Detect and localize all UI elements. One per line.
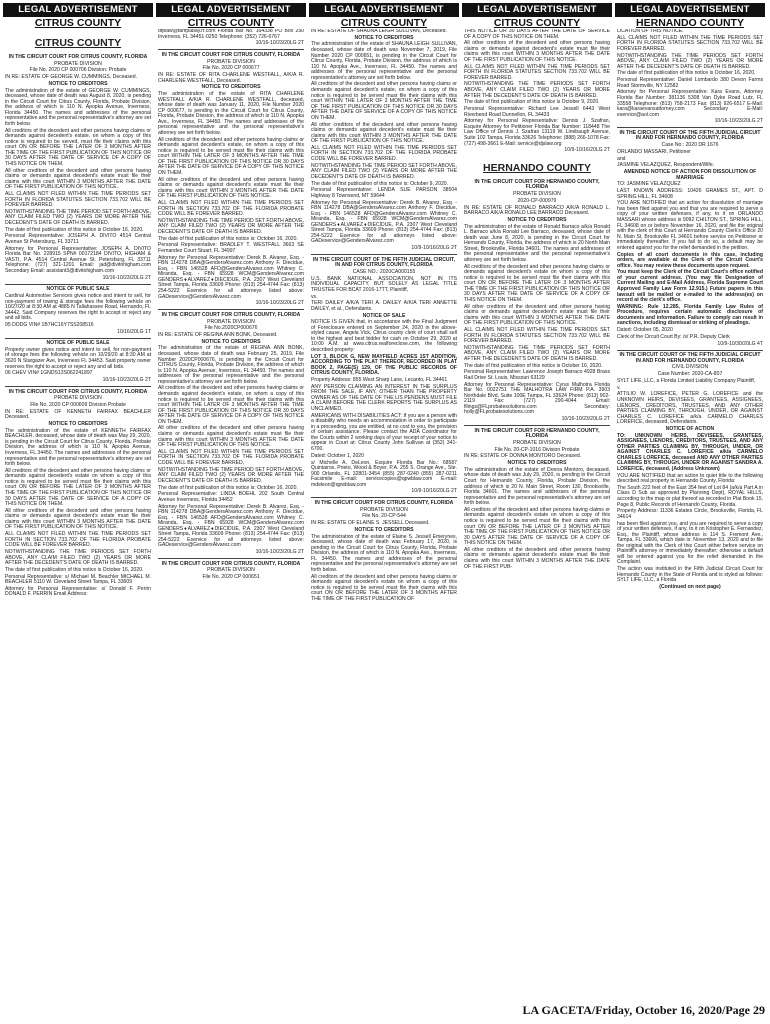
county-subheading: CITRUS COUNTY	[34, 37, 122, 49]
notice-title: AMENDED NOTICE OF ACTION FOR DISSOLUTION OF MARRIAGE	[623, 169, 757, 181]
notice-paragraph: ANY PERSON CLAIMING AN INTEREST IN THE SURPLUS FROM THE SALE, IF ANY, OTHER THAN THE PROPERTY OWNER AS OF THE DATE OF THE LIS PENDENS MUST FILE A CLAIM BEFORE THE CLERK REPORTS THE SURPLUS AS UNCLAIMED.	[311, 383, 457, 413]
continued-note: (Continued on next page)	[659, 583, 721, 590]
personal-representative: Personal Representative: JOSEPH A. DIVITO 4514 Central Avenue St Petersburg, FL 33711	[5, 233, 151, 246]
notice-paragraph: The date of first publication of this notice is October 9, 2020.	[464, 99, 600, 106]
court-heading: IN THE CIRCUIT COURT OF THE FIFTH JUDICIAL CIRCUIT IN AND FOR HERNANDO COUNTY, FLORIDA	[619, 129, 761, 142]
column-body	[462, 29, 612, 993]
attorney-info: Attorney for Personal Representative: Kara Evans, Attorney Florida Bar Number: 381136 5308 Van Dyke Road Lutz, FL 33558 Telephone: (813) 758-2173 Fax: (813) 926-6517 E-Mail: kara@karaevansattorney.com Secondary E-Mail: eservice@aol.com	[617, 89, 763, 118]
attorney-info: Attorney for Personal Representative: s/ Donald F. Perrin DONALD F. PERRIN Email Address:	[5, 585, 151, 598]
legal-ad-header: LEGAL ADVERTISEMENT	[309, 3, 459, 17]
notice-paragraph: ALL CLAIMS NOT FILED WITHIN THE TIME PERIODS SET FORTH IN FLORIDA STATUTES SECTION 733.702 WILL BE FOREVER BARRED.	[464, 63, 610, 81]
file-number: File No.2020CP000676	[204, 325, 258, 332]
divider	[158, 558, 304, 559]
notice-paragraph: ALL CLAIMS NOT FILED WITHIN THE TIME PERIODS SET FORTH IN SECTION 733.702 OF THE FLORIDA PROBATE CODE WILL BE FOREVER BARRED.	[158, 200, 304, 218]
notice-title: NOTICE TO CREDITORS	[48, 80, 108, 87]
notice-paragraph: Cardinal Automotive Services gives notice and intent to sell, for non-payment of towing & storage fees the following vehicle on 10/27/20 at 8:30 AM at 4885 N Tallahassee Road, Hernando, FL 34442. Said Company reserves the right to accept or reject any and all bids.	[5, 292, 151, 322]
case-number: Case No.: 2020 DR 1676	[661, 142, 719, 149]
legal-description: The South 222 feet of the East 354 feet of Lot 84 (a/k/a Part A in Class D Sub as approved by Planning Dept), ROYAL HILLS, according to the map or plat thereof as recorded in Plat Book 15, Page 8, Public Records of Hernando County, Florida.	[617, 484, 763, 508]
notice-paragraph: NOTWITHSTANDING THE TIME PERIODS SET FORTH ABOVE, ANY CLAIM FILED TWO (2) YEARS OR MORE AFTER THE DECEDENT'S DATE OF DEATH IS BARRED.	[464, 344, 610, 362]
addressee: TO: JASMINE VELAZQUEZ	[617, 181, 681, 188]
notice-paragraph: All other creditors of the decedent and other persons having claims or demands against decedent's estate must file their claims with this court WITHIN 3 MONTHS AFTER THE DATE OF THE FIRST PUB-	[464, 546, 610, 570]
estate-of: IN RE: ESTATE OF RONALD BARRACO A/K/A RONALD L. BARRACO A/K/A RONALD LEE BARRACO Deceased.	[464, 204, 610, 217]
notice-paragraph: All other creditors of the decedent and other persons having claims or demands against decedent's estate must file their claims with this court WITHIN 3 MONTHS AFTER THE DATE OF THE FIRST PUBLICATION OF THIS NOTICE.	[158, 425, 304, 449]
court-heading: IN THE CIRCUIT COURT FOR CITRUS COUNTY, FLORIDA	[8, 388, 148, 395]
court-heading: IN THE CIRCUIT COURT FOR CITRUS COUNTY, FLORIDA	[161, 311, 301, 318]
notice-title: NOTICE OF PUBLIC SALE	[46, 286, 110, 293]
attorney-info: Attorney for Personal Representative: Derek B. Alvarez, Esq. - FBN 114278 DBA@GendersAlvarez.com Anthony F. Diecidue, Esq. - FBN 146528 AFD@GendersAlvarez.com Whitney C. Miranda, Esq. - FBN 65928 WCM@GendersAlvarez.com GENDERS♦ALVAREZ♦DIECIDUE, P.A. 2307 West Cleveland Street Tampa, Florida 33609 Phone: (813) 254-4744 Fax: (813) 254-5222 Eservice for all attorneys listed above: GADeservice@GendersAlvarez.com	[311, 199, 457, 245]
run-dates: 10/9-10/16/20LG 2T	[411, 488, 457, 495]
notice-paragraph: All creditors of the decedent and other persons having claims or demands against decedent's estate, on whom a copy of this notice is required to be served must file their claims with this court WITHIN THE LATER OF 3 MONTHS AFTER THE TIME OF THE FIRST PUBLICATION OF THIS NOTICE OR 30 DAYS AFTER THE DATE OF SERVICE OF A COPY OF THIS NOTICE ON THEM.	[158, 136, 304, 176]
column-1	[3, 3, 153, 993]
notice-paragraph: NOTWITHSTANDING THE TIME PERIOD SET FORTH ABOVE, ANY CLAIM FILED TWO (2) YEARS OR MORE AFTER THE DECEDENT'S DATE OF DEATH IS BARRED.	[158, 217, 304, 235]
notice-paragraph: All creditors of the decedent and other persons having claims or demands against decedent's estate, on whom a copy of this notice is required to be served must file their claims with this court WITHIN THE LATER OF 3 MONTHS AFTER THE TIME OF THE FIRST PUBLICATION OF THIS NOTICE OR 30 DAYS AFTER THE DATE OF SERVICE OF A COPY OF THIS NOTICE ON THEM.	[311, 81, 457, 121]
notice-paragraph: All other creditors of the decedent and other persons having claims or demands against decedent's estate must file their claims with this court WITHIN 3 MONTHS AFTER THE DATE OF THE FIRST PUBLICATION OF THIS NOTICE.	[5, 507, 151, 531]
property-address: Property Address: 11336 Estates Circle, Brooksville, Florida, FL 34614	[617, 508, 763, 520]
run-dates: 10/16-10/23/20LG 2T	[102, 377, 151, 383]
notice-paragraph: YOU ARE NOTIFIED that an action for dissolution of marriage has been filed against you and that you are required to serve a copy of your written defenses, if any, to it on ORLANDO MASSARI whose address is 9092 CHILTON ST., SPRING HILL, FL 34608 on or before November 16, 2020, and file the original with the clerk of this Court at Hernando County Clerk's Office 20 N. Main St. Brooksville FL 34601 before service on Petitioner or immediately thereafter. If you fail to do so, a default may be entered against you for the relief demanded in the petition.	[617, 200, 763, 251]
notice-paragraph: ALL CLAIMS NOT FILED WITHIN THE TIME PERIODS SET FORTH IN SECTION 733.702 OF THE FLORIDA PROBATE CODE WILL BE FOREVER BARRED.	[5, 531, 151, 549]
notice-paragraph: All other creditors of the decedent and other persons having claims or demands against decedent's estate must file their claims with this court WITHIN 3 MONTHS AFTER THE DATE OF THE FIRST PUBLICATION OF THIS NOTICE.	[5, 167, 151, 191]
personal-representative: Personal Representative: LINDA BOEHL 202 South Central Avenue Inverness, Florida 34452	[158, 491, 304, 503]
column-body	[156, 29, 306, 993]
divider	[617, 127, 763, 128]
column-body	[3, 29, 153, 993]
legal-ad-header: LEGAL ADVERTISEMENT	[615, 3, 765, 17]
page-footer: LA GACETA/Friday, October 16, 2020/Page 29	[522, 1003, 765, 1017]
notice-paragraph: ALL CLAIMS NOT FILED WITHIN THE TIME PERIODS SET FORTH IN FLORIDA STATUTES SECTION 733.702 WILL BE FOREVER BARRED.	[617, 34, 763, 52]
defendants: TERI DAILEY A/K/A TERI A. DAILEY A/K/A TERI ANNETTE DAILEY, et al., Defendants.	[311, 300, 457, 312]
notice-title: NOTICE OF SALE	[362, 312, 406, 319]
divider	[158, 49, 304, 50]
court-heading: IN THE CIRCUIT COURT FOR CITRUS COUNTY, FLORIDA	[161, 560, 301, 567]
attorney-info: Attorney for Personal Representative: JOSEPH A. DIVITO Florida Bar No. 228915 SPN# 00172184 DIVITO, HIGHAM & VASTI, P.A. 4514 Central Avenue St. Petersburg, FL 33711 Telephone: (727) 321-1201 Email: jad@divitohigham.com Secondary Email: assistant3@divitohigham.com	[5, 245, 151, 274]
division: PROBATE DIVISION	[54, 60, 102, 67]
respondent: JASMINE VELAZQUEZ, Respondent/Wife.	[617, 162, 715, 169]
vehicle-vin: 95 DODG VIN# 1B7HC16Y7SS208516	[5, 321, 94, 328]
column-body	[309, 29, 459, 993]
notice-paragraph: AMERICANS WITH DISABILITIES ACT: If you are a person with a disability who needs an accommodation in order to participate in a proceeding, you are entitled, at no cost to you, the provision of certain assistance. Please contact the ADA Coordinator for the Courts within 2 working days of your receipt of your notice to appear in Court at: Citrus County John Sullivan at (352) 341-6700.	[311, 412, 457, 453]
notice-paragraph: All creditors of the decedent and other persons having claims or demands against decedent's estate on whom a copy of this notice is required to be served must file their claims with this court ON OR BEFORE THE LATER OF 3 MONTHS AFTER THE TIME OF THE FIRST PUBLICATION OF	[311, 573, 457, 602]
notice-paragraph: ALL CLAIMS NOT FILED WITHIN THE TIME PERIODS SET FORTH IN FLORIDA STATUTES SECTION 733.702 WILL BE FOREVER BARRED.	[5, 191, 151, 209]
addressee: TO: UNKNOWN HEIRS, DEVISEES, GRANTEES, ASSIGNEES, LIENORS, CREDITORS, TRUSTEES, AND ANY OTHER PARTIES CLAIMING BY, THROUGH, UNDER, OR AGAINST CHARLES C. LOREFICE a/k/a CARMELO CHARLES LOREFICE, deceased AND ANY OTHER PARTIES CLAIMING BY, THROUGH, UNDER OR AGAINST SANDRA A. LOREFICE, deceased, (Address Unknown)	[617, 432, 763, 472]
run-dates: 10/16-10/23/20LG 2T	[255, 40, 304, 47]
notice-paragraph: The administration of the estate of SHAUNA LEIGH SULLIVAN, deceased, whose date of death was November 7, 2019, File Number 2020 CP 000651, is pending in the Circuit Court for Citrus County, Florida, Probate Division, the address of which is 110 N. Apopka Ave., Inverness, FL 34450. The names and addresses of the personal representative and the personal representative's attorney are set forth below.	[311, 41, 457, 81]
division: CIVIL DIVISION	[671, 364, 709, 371]
vehicle-vin: 06 CHEV VIN# 1GNDS13S062241897	[5, 370, 93, 377]
court-heading: IN THE CIRCUIT COURT FOR CITRUS COUNTY, FLORIDA	[161, 51, 301, 58]
county-heading: CITRUS COUNTY	[340, 17, 428, 29]
case-number: Case Number: 2020-CA-807	[657, 371, 723, 378]
notice-paragraph: All creditors of the decedent and other persons having claims or demands against decedent's estate, on whom a copy of this notice is required to be served, must file their claims with this court ON OR BEFORE THE LATER OF 3 MONTHS AFTER THE TIME OF THE FIRST PUBLICATION OF THIS NOTICE OR 30 DAYS AFTER THE DATE OF SERVICE OF A COPY OF THIS NOTICE ON THEM.	[5, 127, 151, 167]
column-4	[462, 3, 612, 993]
notice-paragraph: ALL CLAIMS NOT FILED WITHIN THE TIME PERIODS SET FORTH IN FLORIDA STATUTES SECTION 733.702 WILL BE FOREVER BARRED.	[464, 326, 610, 345]
notice-title: NOTICE OF ACTION	[665, 425, 715, 432]
notice-paragraph: The date of first publication of this notice is: October 9, 2020.	[311, 180, 449, 187]
notice-paragraph: NOTWITHSTANDING THE TIME PERIODS SET FORTH ABOVE, ANY CLAIM FILED TWO (2) YEARS OR MORE AFTER THE DECEDENT'S DATE OF DEATH IS BARRED.	[5, 549, 151, 567]
divider	[5, 284, 151, 285]
personal-representative: Personal Representative: Richard Lee Jessell 6443 West Riverbend Road Dunnellon, FL 34433	[464, 106, 610, 118]
case-number: CASE NO.: 2020CA000155	[352, 268, 416, 275]
legal-ad-header: LEGAL ADVERTISEMENT	[3, 3, 153, 17]
county-heading: CITRUS COUNTY	[187, 17, 275, 29]
attorney-info: dfplaw@tampabay.rr.com Florida Bar No. 164338 PO Box 250 Inverness, FL 34451-0250 Telephone: (352) 726-6767	[158, 29, 304, 40]
estate-of: IN RE: ESTATE OF KENNETH FAIRFAX BEACHLER Deceased.	[5, 408, 151, 421]
dated: Dated: October 05, 2020	[617, 327, 673, 334]
notice-title: NOTICE OF PUBLIC SALE	[46, 340, 110, 347]
notice-paragraph: The date of first publication of this notice is October 16, 2020.	[5, 566, 144, 573]
column-5	[615, 3, 765, 993]
personal-representative: Personal Representative: s/ Michael M. Beachler MICHAEL M. BEACHLER 5110 W. Cleveland Street Tampa, FL 33609	[5, 573, 151, 586]
notice-paragraph: The date of first publication of this notice is: October 16, 2020.	[158, 235, 298, 242]
notice-paragraph: The administration of the estate of REGINA ANN BONK, deceased, whose date of death was February 25, 2019, File Number 2020CP000676, is pending in the Circuit Court for CITRUS County, Florida, Probate Division, the address of which is 110 N. Apopka Avenue, Inverness, FL 34450. The names and addresses of the personal representative and the personal representative's attorney are set forth below.	[158, 345, 304, 385]
notice-paragraph: NOTICE IS GIVEN that, in accordance with the Final Judgment of Foreclosure entered on September 24, 2020 in the above-styled cause, Angela Vick, Citrus county clerk of court shall sell to the highest and best bidder for cash on October 29, 2020 at 10:00 A.M. at www.citrus.realforeclose.com, the following described property:	[311, 319, 457, 353]
divider	[311, 254, 457, 255]
attorney-info: Attorney for Personal Representative: Derek B. Alvarez, Esq. - FBN 114278 DBA@GendersAlvarez.com Anthony F. Diecidue, Esq. - FBN 146528 AFD@GendersAlvarez.com Whitney C. Miranda, Esq. - FBN 65928 WCM@GendersAlvarez.com GENDERS♦ALVAREZ♦DIECIDUE, P.A. 2307 West Cleveland Street Tampa, Florida 33609 Phone: (813) 254-4744 Fax: (813) 254-5222 Eservice for all attorneys listed above: GADeservice@GendersAlvarez.com	[158, 254, 304, 300]
division: PROBATE DIVISION	[207, 567, 255, 574]
notice-paragraph: NOTWITHSTANDING THE TIME PERIOD SET FORTH ABOVE, ANY CLAIM FILED TWO (2) YEARS OR MORE AFTER THE DECEDENT'S DATE OF DEATH IS BARRED.	[311, 162, 457, 180]
divider	[311, 497, 457, 498]
run-dates: 10/9-10/16/20LG 2T	[564, 147, 610, 154]
file-number: File No. 2020 CP 000609 Division Probate	[30, 402, 126, 409]
warning-paragraph: WARNING: Rule 12.285, Florida Family Law Rules of Procedure, requires certain automatic disclosure of documents and information. Failure to comply can result in sanctions, including dismissal or striking of pleadings.	[617, 303, 763, 327]
notice-paragraph: NOTWITHSTANDING THE TIME PERIODS SET FORTH ABOVE, ANY CLAIM FILED TWO (2) YEARS OR MORE AFTER THE DECEDENT'S DATE OF DEATH IS BARRED.	[464, 81, 610, 99]
personal-representative: Personal Representative: LENDA SUE PARSON 38504 Highway 8 Townsend, MT 59644	[311, 187, 457, 199]
file-number: 2020-CP-000979	[517, 197, 557, 204]
run-dates: 10/16/20LG 1T	[117, 328, 151, 335]
notice-paragraph: NOTWITHSTANDING THE TIME PERIOD SET FORTH ABOVE, ANY CLAIM FILED TWO (2) YEARS OR MORE AFTER THE DECEDENT'S DATE OF DEATH IS BARRED.	[158, 466, 304, 484]
file-number: File No. 20-CP-1016 Division Probate	[494, 446, 580, 453]
file-number: File No. 20-CP-544	[362, 513, 406, 520]
notice-paragraph: All creditors of the decedent and other persons having claims or demands against decedent's estate, on whom a copy of this notice is required to be served must file their claims with this court WITHIN THE LATER OF 3 MONTHS AFTER THE TIME OF THE FIRST PUBLICATION OF THIS NOTICE OR 30 DAYS AFTER THE DATE OF SERVICE OF A COPY OF THIS NOTICE ON THEM.	[158, 385, 304, 425]
notice-paragraph: NOTWITHSTANDING THE TIME PERIOD SET FORTH ABOVE, ANY CLAIM FILED TWO (2) YEARS OR MORE AFTER THE DECEDENT'S DATE OF DEATH IS BARRED.	[5, 208, 151, 226]
and: and	[617, 155, 626, 162]
notice-title: NOTICE TO CREDITORS	[48, 421, 108, 428]
legal-ad-header: LEGAL ADVERTISEMENT	[462, 3, 612, 17]
legal-ad-header: LEGAL ADVERTISEMENT	[156, 3, 306, 17]
run-dates: 10/16-10/23/20LG 2T	[255, 549, 304, 556]
notice-title: NOTICE TO CREDITORS	[201, 338, 261, 345]
run-dates: 10/9-10/30/20LG 4T	[717, 340, 763, 347]
division: PROBATE DIVISION	[54, 395, 102, 402]
notice-paragraph: All creditors of the decedent and other persons having claims or demands against decedent's estate on whom a copy of this notice is required to be served must file their claims with this court ON OR BEFORE THE LATER OF 3 MONTHS AFTER THE TIME OF THE FIRST PUBLICATION OF THIS NOTICE OR 30 DAYS AFTER THE DATE OF SERVICE OF A COPY OF THIS NOTICE ON THEM.	[5, 467, 151, 508]
file-number: File No. 2020 CP 000677	[202, 65, 260, 72]
clerk-signature: Clerk of the Circuit Court By: /s/ P.R. Deputy Clerk	[617, 333, 730, 340]
estate-of: IN RE: ESTATE OF RITA CHARLENE WESTFALL, A/K/A R. CHARLENE WESTFALL, Deceased.	[158, 72, 304, 84]
division: PROBATE DIVISION	[207, 58, 255, 65]
run-dates: 10/16-10/23/20LG 2T	[102, 274, 151, 281]
notice-paragraph: You must keep the Clerk of the Circuit Court's office notified of your current address. (You may file Designation of Current Mailing and E-Mail Address, Florida Supreme Court Approved Family Law Form 12.915.) Future papers in this lawsuit will be mailed or e-mailed to the address(es) on record at the clerk's office.	[617, 269, 763, 304]
notice-paragraph: Property owner gives notice and intent to sell, for non-payment of storage fees the following vehicle on 10/29/20 at 8:30 AM at 3620 N Stargazer Ave, Inverness FL 34453. Said property owner reserves the right to accept or reject any and all bids.	[5, 346, 151, 370]
notice-paragraph: All other creditors of the decedent and other persons having claims or demands against decedent's estate must file their claims with this court WITHIN 3 MONTHS AFTER THE DATE OF THE FIRST PUBLICATION OF THIS NOTICE.	[158, 176, 304, 200]
notice-paragraph: All other creditors of the decedent and other persons having claims or demands against decedent's estate must file their claims with this court WITHIN 3 MONTHS AFTER THE DATE OF THE FIRST PUBLICATION OF THIS NOTICE.	[311, 121, 457, 145]
notice-title: NOTICE TO CREDITORS	[354, 34, 414, 41]
plaintiff: U.S. BANK NATIONAL ASSOCIATION, NOT IN ITS INDIVIDUAL CAPACITY, BUT SOLELY AS LEGAL TITLE TRUSTEE FOR BCAT 2016-17TT, Plaintiff,	[311, 275, 457, 293]
dated: Dated: October 1, 2020	[311, 452, 364, 459]
estate-of: IN RE: ESTATE OF GEORGE W. CUMMINGS, Deceased.	[5, 74, 137, 81]
run-dates: 10/16-10/23/20LG 2T	[714, 118, 763, 125]
court-heading: IN THE CIRCUIT COURT OF THE FIFTH JUDICIAL CIRCUIT IN AND FOR HERNANDO COUNTY, FLORIDA	[619, 352, 761, 364]
division: PROBATE DIVISION	[513, 191, 561, 198]
notice-paragraph: Copies of all court documents in this case, including orders, are available at the Clerk of the Circuit Court's office. You may review these documents upon request.	[617, 251, 763, 269]
court-heading: IN THE CIRCUIT COURT FOR HERNANDO COUNTY, FLORIDA	[474, 178, 600, 191]
plaintiff: SYLT LIFE, LLC, a Florida Limited Liability Company Plaintiff,	[617, 377, 756, 384]
attorney-info: s/ Michelle A. DeLeon, Esquire Florida Bar No.: 68587 Quintairos, Prieto, Wood & Boyer, P.A. 255 S. Orange Ave., Ste. 900 Orlando, FL 32801-3454 (855) 287-0240 (855) 287-0211 Facsimile E-mail: servicecopies@qpwblaw.com E-mail: mdeleon@qpwblaw.com	[311, 459, 457, 488]
petitioner: ORLANDO MASSARI, Petitioner	[617, 148, 691, 155]
personal-representative: Personal Representative: BRADLEY T. WESTFALL 3663 SE Fernandez Court Stuart, FL 34997	[158, 242, 304, 254]
last-known-address: LAST KNOWN ADDRESS: 10426 GRAMES ST., APT. D SPRING HILL, FL 34608	[617, 188, 763, 200]
county-section-heading: HERNANDO COUNTY	[483, 161, 591, 174]
divider	[5, 386, 151, 387]
county-heading: CITRUS COUNTY	[34, 17, 122, 29]
county-heading: HERNANDO COUNTY	[636, 17, 744, 29]
legal-description: LOT 3, BLOCK G, NEW MAYFIELD ACRES 1ST ADDITION, ACCORDING TO THE PLAT THEREOF, RECORDED IN PLAT BOOK 2, PAGE(S) 129, OF THE PUBLIC RECORDS OF CITRUS COUNTY, FLORIDA.	[311, 353, 457, 377]
notice-title: NOTICE TO CREDITORS	[201, 84, 261, 91]
notice-paragraph: LICATION OF THIS NOTICE.	[617, 29, 684, 34]
notice-paragraph: The administration of the estate of Donna Montoro, deceased, whose date of death was July 29, 2020, is pending in the Circuit Court for Hernando County, Florida, Probate Division, the address of which is 20 N. Main Street, Room 130, Brooksville, Florida 34601. The names and addresses of the personal representative and the personal representative's attorney are set forth below.	[464, 466, 610, 507]
notice-paragraph: ALL CLAIMS NOT FILED WITHIN THE TIME PERIODS SET FORTH IN SECTION 733.702 OF THE FLORIDA PROBATE CODE WILL BE FOREVER BARRED.	[158, 448, 304, 466]
divider	[464, 425, 610, 426]
division: PROBATE DIVISION	[360, 506, 408, 513]
personal-representative: Personal Representative: Lawrence Joseph Barraco 4928 Brass Rail Drive St. Louis, Missouri 63129	[464, 369, 610, 381]
notice-paragraph: YOU ARE NOTIFIED that an action to quiet title to the following described real property in Hernando County, Florida:	[617, 472, 763, 485]
notice-paragraph: The date of first publication of this notice is October 16, 2020.	[5, 226, 144, 233]
run-dates: 10/16-10/23/20LG 2T	[255, 300, 304, 307]
notice-paragraph: The date of first publication of this notice is October 16, 2020.	[617, 70, 756, 77]
column-2	[156, 3, 306, 993]
notice-paragraph: THIS NOTICE OR 30 DAYS AFTER THE DATE OF SERVICE OF A COPY OF THIS NOTICE ON THEM.	[464, 29, 610, 40]
divider	[5, 338, 151, 339]
notice-paragraph: All other creditors of the decedent and other persons having claims or demands against decedent's estate must file their claims with this court WITHIN 3 MONTHS AFTER THE DATE OF THE FIRST PUBLICATION OF THIS NOTICE.	[464, 40, 610, 63]
property-address: Property Address: 855 West Sharp Lane, Lecanto, FL 34461	[311, 377, 448, 384]
file-number: File No. 2020 CP 000651	[202, 574, 260, 581]
divider	[158, 309, 304, 310]
notice-paragraph: ALL CLAIMS NOT FILED WITHIN THE TIME PERIODS SET FORTH IN SECTION 733.702 OF THE FLORIDA PROBATE CODE WILL BE FOREVER BARRED.	[311, 144, 457, 162]
notice-title: NOTICE TO CREDITORS	[507, 460, 567, 467]
notice-paragraph: The administration of the estate of KENNETH FAIRFAX BEACHLER, deceased, whose date of death was May 29, 2020, is pending in the Circuit Court for Citrus County, Florida, Probate Division, the address of which is 110 N. Apopka Avenue, Inverness, FL 34450. The names and addresses of the personal representative and the personal representative's attorney are set forth below.	[5, 427, 151, 468]
estate-of: IN RE: ESTATE OF ELAINE S. JESSELL Deceased.	[311, 520, 430, 527]
notice-paragraph: The administration of the estate of Ronald Barraco a/k/a Ronald L. Barraco a/k/a Ronald Lee Barraco, deceased, whose date of death was June 8, 2020, is pending in the Circuit Court for Hernando County, Florida, the address of which is 20 North Main Street, Brooksville, Florida 34601. The names and addresses of the personal representative and the personal representative's attorney are set forth below.	[464, 223, 610, 263]
court-heading: IN THE CIRCUIT COURT FOR CITRUS COUNTY, FLORIDA	[314, 499, 454, 506]
personal-representative: Personal Representative: Daniel Lombardo 380 Devon Farms Road Stormville, NY 12582	[617, 77, 763, 89]
court-heading: IN THE CIRCUIT COURT FOR CITRUS COUNTY, FLORIDA	[8, 54, 148, 60]
division: PROBATE DIVISION	[207, 318, 255, 325]
column-3	[309, 3, 459, 993]
notice-paragraph: The action was instituted in the Fifth Judicial Circuit Court for Hernando County in the State of Florida and is styled as follows: SYLT LIFE, LLC, a Florida	[617, 566, 763, 584]
column-body	[615, 29, 765, 993]
notice-paragraph: The administration of the estate of RITA CHARLENE WESTFALL A/K/A R. CHARLENE WESTFALL, deceased, whose date of death was January 11, 2020, File Number 2020 CP 000677, is pending in the Circuit Court for Citrus County, Florida, Probate Division, the address of which is 110 N. Apopka Ave., Inverness, FL 34450. The names and addresses of the personal representative and the personal representative's attorney are set forth below.	[158, 91, 304, 136]
notice-paragraph: The administration of the estate of Elaine S. Jessell Emerynes, deceased, whose date of death was February 17, 2020, is pending in the Circuit Court for Citrus County, Florida, Probate Division, the address of which is 110 N. Apopka Ave., Inverness, FL 34450. The names and addresses of the personal representative and the personal representative's attorney are set forth below.	[311, 533, 457, 573]
court-heading: IN THE CIRCUIT COURT FOR HERNANDO COUNTY, FLORIDA	[474, 427, 600, 440]
notice-title: NOTICE TO CREDITORS	[354, 526, 414, 533]
notice-paragraph: All other creditors of the decedent and other persons having claims or demands against decedent's estate must file their claims with this court WITHIN 3 MONTHS AFTER THE DATE OF THE FIRST PUBLICATION OF THIS NOTICE.	[464, 303, 610, 327]
notice-paragraph: The administration of the estate of GEORGE W. CUMMINGS, deceased, whose date of death was August 8, 2020, is pending in the Circuit Court for Citrus County, Florida, Probate Division, the address of which is 110 N. Apopka Avenue, Inverness, Florida 34450. The names and addresses of the personal representative and the personal representative's attorney are set forth below.	[5, 87, 151, 127]
attorney-info: Attorney for Personal Representative: Dennis J. Szafran, Esquire Attorney for Petitioner Florida Bar Number: 118448 The Law Office of Dennis J. Szafran 13119 W. Linebaugh Avenue, Suite 102 Tampa, Florida 33626 Telephone: (888) 266-1078 Fax: (727) 498-3661 E-Mail: service@djslaw.org	[464, 118, 610, 147]
estate-of: IN RE: ESTATE OF SHAUNA LEIGH SULLIVAN, Deceased.	[311, 29, 447, 34]
run-dates: 10/9-10/16/20LG 2T	[411, 245, 457, 252]
estate-of: IN RE: ESTATE OF DONNA MONTORO Deceased.	[464, 453, 582, 460]
notice-paragraph: NOTWITHSTANDING THE TIME PERIODS SET FORTH ABOVE, ANY CLAIM FILED TWO (2) YEARS OR MORE AFTER THE DECEDENT'S DATE OF DEATH IS BARRED.	[617, 52, 763, 70]
notice-paragraph: The date of first publication of this notice is October 16, 2020.	[464, 362, 603, 369]
attorney-info: Attorney for Personal Representative: Derek B. Alvarez, Esq. - FBN 114278 DBA@GendersAlvarez.com Anthony F. Diecidue, Esq. - FBN 146528 AFD@GendersAlvarez.com Whitney C. Miranda, Esq. - FBN 65928 WCM@GendersAlvarez.com GENDERS♦ALVAREZ♦DIECIDUE, P.A. 2307 West Cleveland Street Tampa, Florida 33609 Phone: (813) 254-4744 Fax: (813) 254-5222 Eservice for all attorneys listed above: GADeservice@GendersAlvarez.com	[158, 503, 304, 549]
run-dates: 10/16-10/23/20LG 2T	[561, 416, 610, 423]
notice-paragraph: has been filed against you, and you are required to serve a copy of your written defenses, if any, to it on Kristopher E. Fernandez, Esq., the Plaintiff, whose address is 114 S. Fremont Ave., Tampa, FL 33606, which date is: November 13, 2020 and to file the original with the Clerk of this Court either before service on Plaintiff's attorney or immediately thereafter; otherwise a default will be entered against you for the relief demanded in the Complaint.	[617, 520, 763, 566]
page-columns	[3, 3, 767, 993]
attorney-info: Attorney for Personal Representative: Cyrus Malhotra Florida Bar No. 0022751 THE MALHOTRA LAW FIRM P.A. 3903 Northdale Blvd, Suite 100E Tampa, FL 33624 Phone: (813) 902-2119 Fax: (727) 290-4044 Email: filings@FLprobatesolutions.com Secondary: holly@FLprobatesolutions.com	[464, 381, 610, 416]
estate-of: IN RE: ESTATE OF REGINA ANN BONK, Deceased.	[158, 331, 278, 338]
file-number: File No. 2020 CP 000706 Division: Probate	[29, 67, 127, 74]
county-heading: CITRUS COUNTY	[493, 17, 581, 29]
versus: v.	[617, 384, 621, 391]
versus: vs.	[311, 293, 318, 300]
notice-title: NOTICE TO CREDITORS	[507, 216, 567, 223]
divider	[617, 350, 763, 351]
notice-paragraph: All creditors of the decedent and other persons having claims or demands against decedent's estate on whom a copy of this notice is required to be served must file their claims with this court ON OR BEFORE THE LATER OF 3 MONTHS AFTER THE TIME OF THE FIRST PUBLICATION OF THIS NOTICE OR 30 DAYS AFTER THE DATE OF SERVICE OF A COPY OF THIS NOTICE ON THEM.	[464, 506, 610, 547]
notice-paragraph: The date of first publication of this notice is: October 16, 2020.	[158, 484, 298, 491]
court-heading: IN THE CIRCUIT COURT OF THE FIFTH JUDICIAL CIRCUIT, IN AND FOR CITRUS COUNTY, FLORIDA	[313, 256, 455, 269]
defendants: ATTILIO W. LOREFICE, PETER G. LOREFICE and the UNKNOWN HEIRS, DEVISEES, GRANTEES, ASSIGNEES, LIENORS, CREDITORS, TRUSTEES, AND ANY OTHER PARTIES CLAIMING BY, THROUGH, UNDER, OR AGAINST CHARLES C. LOREFICE a/k/a CARMELO CHARLES LOREFICE, deceased, Defendants.	[617, 391, 763, 426]
notice-paragraph: All creditors of the decedent and other persons having claims or demands against decedent's estate on whom a copy of this notice is required to be served must file their claims with this court ON OR BEFORE THE LATER OF 3 MONTHS AFTER THE TIME OF THE FIRST PUBLICATION OF THIS NOTICE OR 30 DAYS AFTER THE DATE OF SERVICE OF A COPY OF THIS NOTICE ON THEM.	[464, 263, 610, 303]
division: PROBATE DIVISION	[513, 439, 561, 446]
